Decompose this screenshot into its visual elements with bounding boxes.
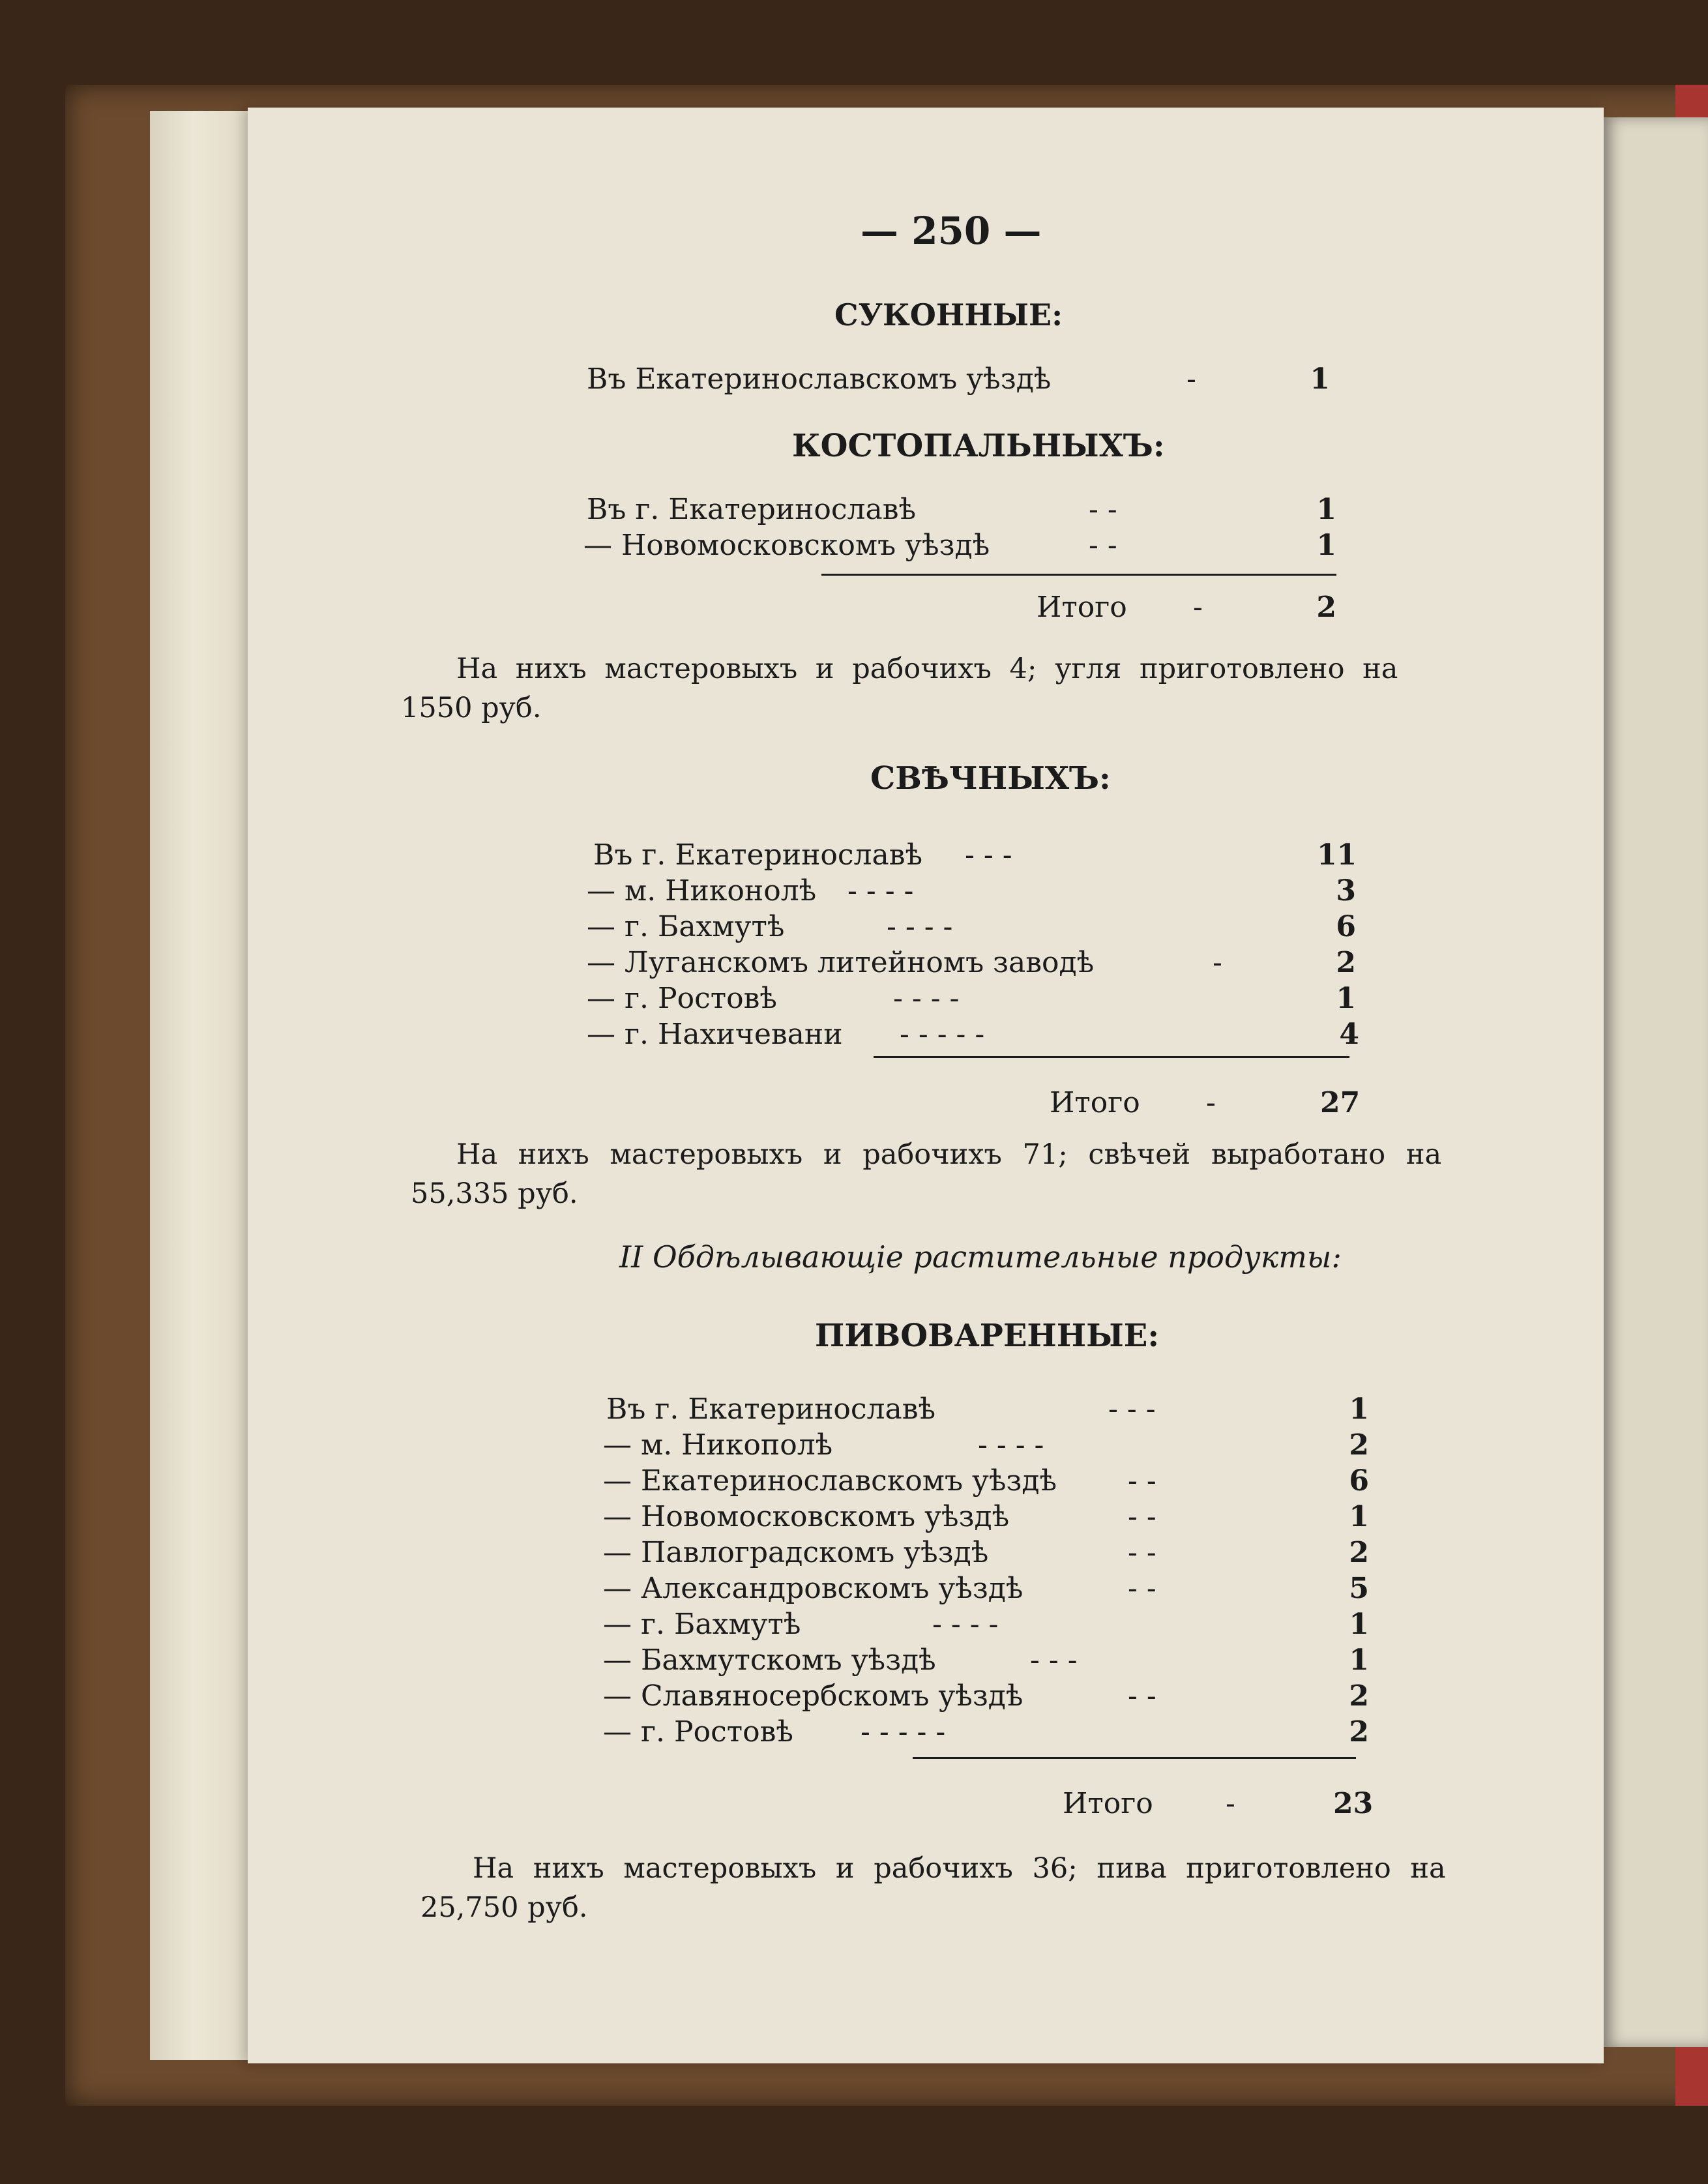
row-label: — Новомосковскомъ уѣздѣ [583, 529, 990, 562]
book-page [248, 108, 1604, 2063]
row-dashes: - - - - [932, 1608, 999, 1641]
row-label: — г. Ростовѣ [587, 982, 777, 1015]
total-label: Итого [1037, 591, 1127, 624]
row-dashes: - - [1128, 1679, 1156, 1713]
total-label: Итого [1063, 1787, 1153, 1820]
row-count: 1 [1316, 529, 1336, 562]
row-label: — Павлоградскомъ уѣздѣ [603, 1536, 989, 1569]
row-count: 2 [1349, 1715, 1369, 1749]
right-page [1604, 117, 1708, 2047]
row-label: — Бахмутскомъ уѣздѣ [603, 1644, 936, 1677]
row-label: — г. Бахмутѣ [587, 910, 785, 943]
row-dashes: - - [1128, 1572, 1156, 1605]
row-count: 2 [1336, 946, 1356, 979]
row-dashes: - - - [1108, 1393, 1156, 1426]
row-count: 11 [1317, 838, 1357, 872]
row-count: 3 [1336, 874, 1356, 908]
section-title: II Обдѣлывающіе растительные продукты: [619, 1239, 1342, 1275]
total-count: 2 [1316, 591, 1336, 624]
row-dashes: - - - - [847, 874, 914, 908]
row-dashes: - - [1089, 529, 1117, 562]
total-rule [913, 1757, 1356, 1759]
row-count: 1 [1336, 982, 1356, 1015]
row-count: 2 [1349, 1428, 1369, 1462]
total-rule [821, 574, 1336, 576]
heading-svechnye: СВѢЧНЫХЪ: [870, 760, 1111, 797]
row-label: — Славяносербскомъ уѣздѣ [603, 1679, 1023, 1713]
row-label: — Луганскомъ литейномъ заводѣ [587, 946, 1095, 979]
row-dashes: - - - - [893, 982, 960, 1015]
row-dashes: - [1213, 946, 1222, 979]
row-label: — Новомосковскомъ уѣздѣ [603, 1500, 1010, 1533]
row-count: 5 [1349, 1572, 1369, 1605]
note-svechnye-line2: 55,335 руб. [411, 1177, 578, 1210]
total-dash: - [1226, 1787, 1235, 1820]
note-pivovarennye-line1: На нихъ мастеровыхъ и рабочихъ 36; пива приготовлено на [473, 1852, 1446, 1885]
page-number: — 250 — [861, 209, 1042, 253]
row-count: 1 [1349, 1644, 1369, 1677]
row-count: 6 [1336, 910, 1356, 943]
row-dashes: - - [1128, 1500, 1156, 1533]
row-label: — Александровскомъ уѣздѣ [603, 1572, 1023, 1605]
total-label: Итого [1050, 1086, 1140, 1119]
total-count: 27 [1320, 1086, 1361, 1119]
row-count: 4 [1339, 1018, 1359, 1051]
row-dashes: - - - [965, 838, 1012, 872]
row-dashes: - - [1128, 1536, 1156, 1569]
row-count: 6 [1349, 1464, 1369, 1498]
heading-sukonnye: СУКОННЫЕ: [834, 297, 1063, 332]
note-pivovarennye-line2: 25,750 руб. [420, 1891, 588, 1924]
total-dash: - [1206, 1086, 1216, 1119]
heading-pivovarennye: ПИВОВАРЕННЫЕ: [815, 1318, 1160, 1354]
heading-kostopalnye: КОСТОПАЛЬНЫХЪ: [792, 428, 1165, 464]
row-label: — г. Ростовѣ [603, 1715, 793, 1749]
row-dashes: - - - - [887, 910, 953, 943]
row-count: 2 [1349, 1679, 1369, 1713]
total-dash: - [1193, 591, 1203, 624]
row-count: 2 [1349, 1536, 1369, 1569]
row-label: Въ г. Екатеринославѣ [587, 493, 917, 526]
row-count: 1 [1349, 1500, 1369, 1533]
note-kostopalnye-line2: 1550 руб. [401, 692, 542, 724]
row-dashes: - - - - - [900, 1018, 985, 1051]
row-dashes: - - - - [978, 1428, 1044, 1462]
row-label: — м. Никонолѣ [587, 874, 817, 908]
row-count: 1 [1316, 493, 1336, 526]
row-label: Въ Екатеринославскомъ уѣздѣ [587, 362, 1052, 396]
note-kostopalnye-line1: На нихъ мастеровыхъ и рабочихъ 4; угля приготовлено на [456, 653, 1398, 685]
row-dashes: - [1186, 362, 1196, 396]
row-label: Въ г. Екатеринославѣ [606, 1393, 936, 1426]
total-rule [874, 1056, 1349, 1058]
total-count: 23 [1333, 1787, 1374, 1820]
row-dashes: - - [1128, 1464, 1156, 1498]
row-dashes: - - - - - [861, 1715, 946, 1749]
row-label: — г. Нахичевани [587, 1018, 843, 1051]
row-dashes: - - - [1030, 1644, 1078, 1677]
row-label: — г. Бахмутѣ [603, 1608, 801, 1641]
row-label: Въ г. Екатеринославѣ [593, 838, 923, 872]
row-dashes: - - [1089, 493, 1117, 526]
row-count: 1 [1310, 362, 1330, 396]
note-svechnye-line1: На нихъ мастеровыхъ и рабочихъ 71; свѣчей выработано на [456, 1138, 1442, 1171]
row-count: 1 [1349, 1608, 1369, 1641]
row-count: 1 [1349, 1393, 1369, 1426]
row-label: — м. Никополѣ [603, 1428, 833, 1462]
row-label: — Екатеринославскомъ уѣздѣ [603, 1464, 1057, 1498]
